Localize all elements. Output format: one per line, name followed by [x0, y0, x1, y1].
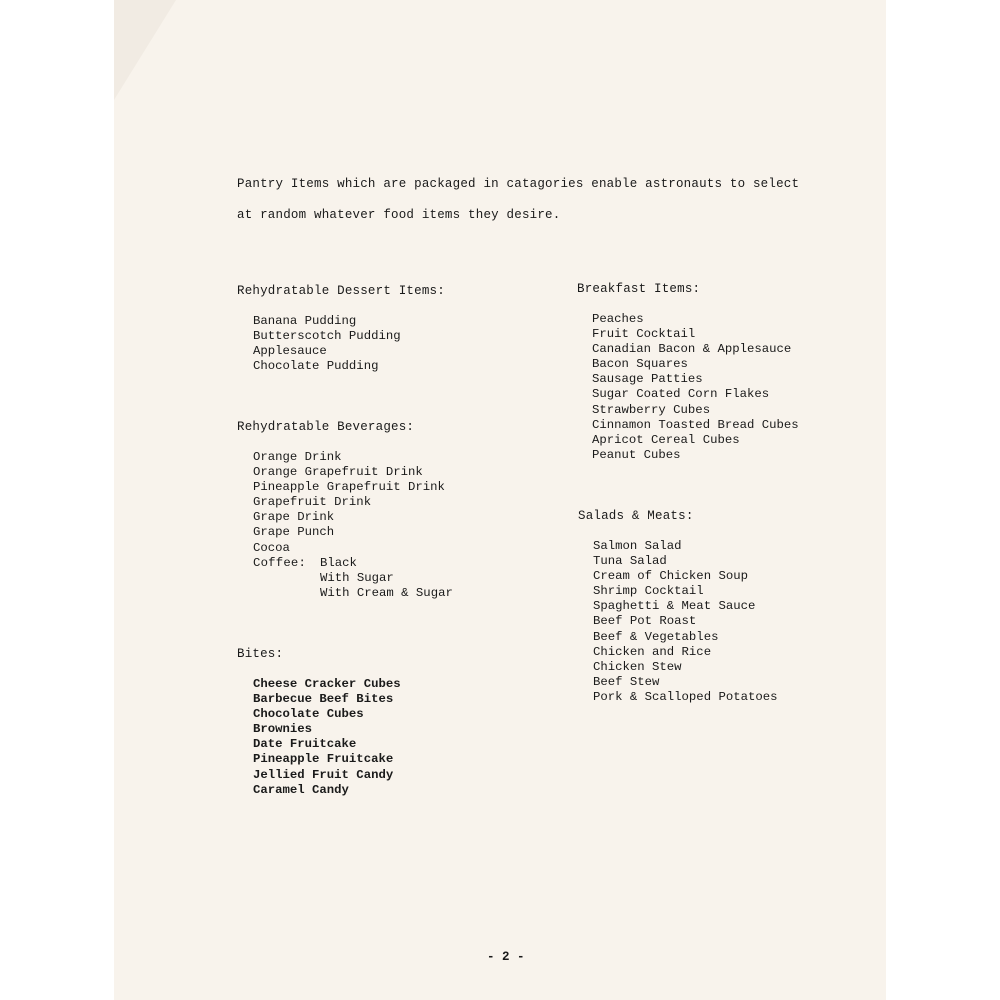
- list-item: Caramel Candy: [253, 782, 349, 797]
- list-item: Chocolate Pudding: [253, 359, 379, 374]
- beverages-heading: Rehydratable Beverages:: [237, 420, 415, 434]
- list-item: Beef Pot Roast: [593, 614, 697, 629]
- list-item: Pineapple Fruitcake: [253, 752, 394, 767]
- list-item: Beef & Vegetables: [593, 629, 719, 644]
- list-item: Chicken and Rice: [593, 644, 712, 659]
- list-item: Brownies: [253, 722, 313, 737]
- dessert-heading: Rehydratable Dessert Items:: [237, 284, 445, 298]
- list-item: Bacon Squares: [592, 357, 688, 372]
- list-item: Grapefruit Drink: [253, 495, 372, 510]
- list-item: Pork & Scalloped Potatoes: [593, 689, 778, 704]
- list-item: Banana Pudding: [253, 314, 357, 328]
- list-item: Pineapple Grapefruit Drink: [253, 480, 445, 495]
- list-item: Cream of Chicken Soup: [593, 569, 748, 584]
- list-item: Tuna Salad: [593, 554, 667, 569]
- folded-corner: [114, 0, 176, 100]
- list-item: Peanut Cubes: [592, 447, 681, 462]
- list-item: Peaches: [592, 312, 644, 326]
- list-item: Chicken Stew: [593, 659, 682, 674]
- page-number: - 2 -: [487, 950, 525, 964]
- list-item: Strawberry Cubes: [592, 402, 711, 417]
- bites-list: [253, 677, 401, 798]
- list-item: With Cream & Sugar: [320, 586, 453, 601]
- list-item: Beef Stew: [593, 674, 660, 689]
- list-item: Date Fruitcake: [253, 737, 357, 752]
- list-item: Spaghetti & Meat Sauce: [593, 599, 756, 614]
- intro-line-2: at random whatever food items they desire.: [237, 208, 561, 222]
- paper-sheet: [114, 0, 886, 1000]
- list-item: Fruit Cocktail: [592, 327, 696, 342]
- list-item: Jellied Fruit Candy: [253, 767, 394, 782]
- list-item: Applesauce: [253, 344, 327, 359]
- breakfast-heading: Breakfast Items:: [577, 282, 701, 296]
- coffee-options: [320, 556, 453, 601]
- list-item: Shrimp Cocktail: [593, 584, 704, 599]
- list-item: Canadian Bacon & Applesauce: [592, 342, 792, 357]
- list-item: Orange Grapefruit Drink: [253, 465, 423, 480]
- list-item: Salmon Salad: [593, 539, 682, 553]
- bites-heading: Bites:: [237, 647, 284, 661]
- list-item: Butterscotch Pudding: [253, 329, 401, 344]
- list-item: Grape Punch: [253, 525, 335, 540]
- list-item: Cinnamon Toasted Bread Cubes: [592, 417, 799, 432]
- list-item: Cheese Cracker Cubes: [253, 677, 401, 691]
- list-item: Apricot Cereal Cubes: [592, 432, 740, 447]
- list-item: Orange Drink: [253, 450, 342, 464]
- list-item: Cocoa: [253, 540, 290, 555]
- list-item: Chocolate Cubes: [253, 707, 364, 722]
- breakfast-list: [592, 312, 799, 463]
- beverages-list: [253, 450, 445, 556]
- dessert-list: [253, 314, 401, 374]
- intro-line-1: Pantry Items which are packaged in catagories enable astronauts to select: [237, 177, 800, 191]
- salads-heading: Salads & Meats:: [578, 509, 694, 523]
- list-item: Black: [320, 556, 357, 570]
- list-item: Grape Drink: [253, 510, 335, 525]
- list-item: Sausage Patties: [592, 372, 703, 387]
- list-item: Sugar Coated Corn Flakes: [592, 387, 770, 402]
- salads-list: [593, 539, 777, 705]
- list-item: Barbecue Beef Bites: [253, 692, 394, 707]
- coffee-label: Coffee:: [253, 556, 307, 570]
- list-item: With Sugar: [320, 571, 394, 586]
